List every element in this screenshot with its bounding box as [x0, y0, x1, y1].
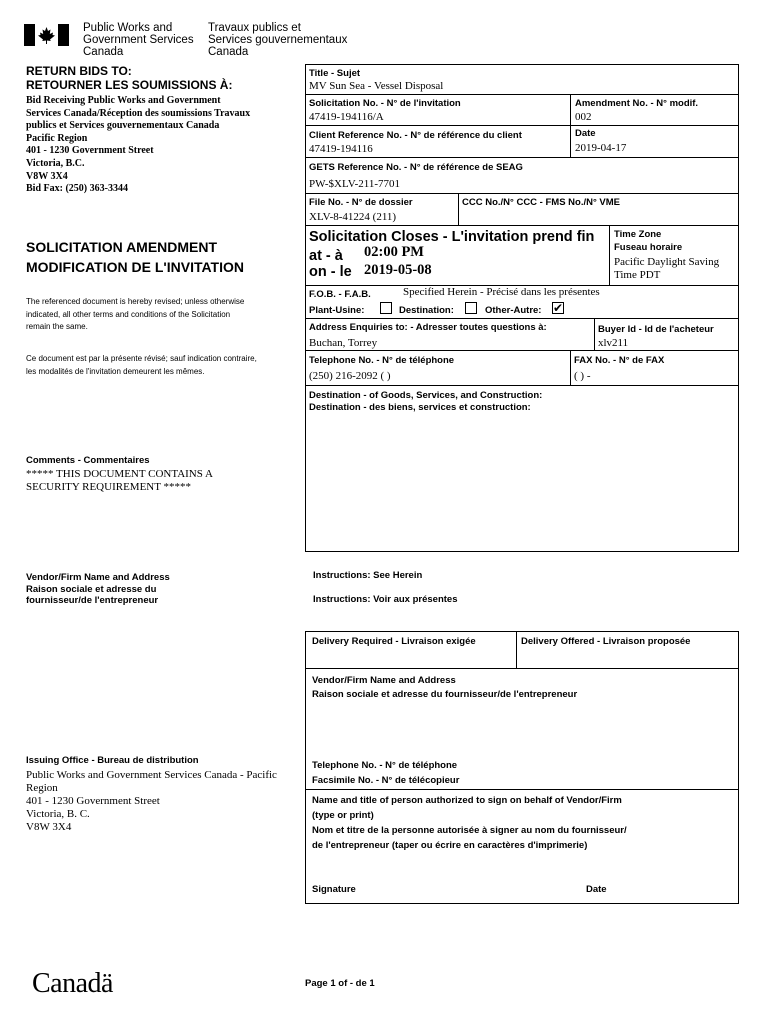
title-label: Title - Sujet — [309, 68, 361, 79]
destination-checkbox[interactable] — [465, 302, 477, 314]
telephone-label: Telephone No. - N° de téléphone — [309, 355, 455, 366]
date-value: 2019-04-17 — [575, 142, 627, 154]
canada-flag-logo — [24, 24, 69, 46]
canada-wordmark: Canadä — [32, 968, 113, 999]
delivery-required-label: Delivery Required - Livraison exigée — [312, 636, 476, 647]
amendment-no-value: 002 — [575, 111, 592, 123]
vendor-name-address-label: Vendor/Firm Name and Address Raison sociale et adresse du fournisseur/de l'entrepreneur — [312, 675, 578, 700]
destination-goods-label: Destination - of Goods, Services, and Construction: Destination - des biens, services et construction: — [309, 390, 543, 413]
address-enquiries-value: Buchan, Torrey — [309, 337, 378, 349]
plant-usine-checkbox[interactable] — [380, 302, 392, 314]
amendment-para-fr: Ce document est par la présente révisé; sauf indication contraire, les modalités de l'invitation demeurent les mêmes. — [26, 354, 257, 376]
time-zone-value: Pacific Daylight Saving Time PDT — [614, 256, 720, 281]
signature-label: Signature — [312, 884, 356, 895]
buyer-id-value: xlv211 — [598, 337, 629, 349]
closes-at-label: at - à — [309, 248, 343, 264]
closes-on-label: on - le — [309, 264, 352, 280]
amendment-no-label: Amendment No. - N° modif. — [575, 98, 699, 109]
fob-label: F.O.B. - F.A.B. — [309, 289, 371, 300]
amendment-para-en: The referenced document is hereby revised; unless otherwise indicated, all other terms and conditions of the Solicitation remain the same. — [26, 297, 245, 331]
authorized-name-label: Name and title of person authorized to sign on behalf of Vendor/Firm (type or print) Nom et titre de la personne autorisée à signer au nom du fournisseur/ de l'entrepreneur (taper ou écrire en caractères d'imprimerie) — [312, 795, 627, 851]
comments-text: ***** THIS DOCUMENT CONTAINS A SECURITY REQUIREMENT ***** — [26, 468, 213, 493]
vendor-firm-label: Vendor/Firm Name and Address Raison sociale et adresse du fournisseur/de l'entrepreneur — [26, 572, 170, 606]
vendor-telephone-label: Telephone No. - N° de téléphone — [312, 760, 458, 771]
solicitation-no-label: Solicitation No. - N° de l'invitation — [309, 98, 461, 109]
authorized-name-field[interactable] — [308, 852, 736, 878]
checkmark-icon: ✔ — [553, 301, 564, 315]
gets-reference-value: PW-$XLV-211-7701 — [309, 178, 401, 190]
dept-name-fr: Travaux publics et Services gouvernementaux Canada — [208, 22, 348, 58]
vendor-facsimile-label: Facsimile No. - N° de télécopieur — [312, 775, 460, 786]
instructions-en: Instructions: See Herein — [313, 570, 423, 581]
other-autre-checkbox[interactable] — [552, 302, 564, 314]
client-reference-value: 47419-194116 — [309, 143, 373, 155]
return-bids-address: Bid Receiving Public Works and Government Services Canada/Réception des soumissions Travaux publics et Services gouvernementaux Canada Pacific Region 401 - 1230 Government Street Victoria, B.C. V8W 3X4 Bid Fax: (250) 363-3344 — [26, 95, 251, 195]
comments-label: Comments - Commentaires — [26, 455, 150, 466]
solicitation-closes-title: Solicitation Closes - L'invitation prend fin — [309, 229, 595, 245]
fax-value: ( ) - — [574, 370, 591, 382]
other-autre-label: Other-Autre: — [485, 305, 542, 316]
solicitation-no-value: 47419-194116/A — [309, 111, 384, 123]
buyer-id-label: Buyer Id - Id de l'acheteur — [598, 324, 714, 335]
closes-on-value: 2019-05-08 — [364, 262, 432, 278]
issuing-office-label: Issuing Office - Bureau de distribution — [26, 755, 199, 766]
delivery-offered-field[interactable] — [518, 648, 736, 666]
dept-name-en: Public Works and Government Services Canada — [83, 22, 194, 58]
return-bids-title: RETURN BIDS TO: RETOURNER LES SOUMISSIONS À: — [26, 64, 233, 92]
fob-value: Specified Herein - Précisé dans les présentes — [403, 286, 600, 298]
time-zone-label: Time Zone Fuseau horaire — [614, 229, 683, 253]
page-number: Page 1 of - de 1 — [305, 978, 375, 989]
gets-reference-label: GETS Reference No. - N° de référence de SEAG — [309, 162, 523, 173]
date-label: Date — [575, 128, 596, 139]
ccc-no-label: CCC No./N° CCC - FMS No./N° VME — [462, 197, 621, 208]
closes-at-value: 02:00 PM — [364, 244, 424, 260]
telephone-value: (250) 216-2092 ( ) — [309, 370, 391, 382]
plant-usine-label: Plant-Usine: — [309, 305, 365, 316]
file-no-label: File No. - N° de dossier — [309, 197, 413, 208]
address-enquiries-label: Address Enquiries to: - Adresser toutes questions à: — [309, 322, 547, 333]
file-no-value: XLV-8-41224 (211) — [309, 211, 397, 223]
delivery-offered-label: Delivery Offered - Livraison proposée — [521, 636, 691, 647]
title-value: MV Sun Sea - Vessel Disposal — [309, 80, 444, 92]
instructions-fr: Instructions: Voir aux présentes — [313, 594, 458, 605]
vendor-name-address-field[interactable] — [308, 705, 736, 755]
fax-label: FAX No. - N° de FAX — [574, 355, 665, 366]
issuing-office-address: Public Works and Government Services Canada - Pacific Region 401 - 1230 Government Street Victoria, B. C. V8W 3X4 — [26, 769, 277, 833]
amendment-title: SOLICITATION AMENDMENT MODIFICATION DE L'INVITATION — [26, 239, 244, 275]
client-reference-label: Client Reference No. - N° de référence du client — [309, 130, 522, 141]
signature-date-label: Date — [586, 884, 607, 895]
destination-label: Destination: — [399, 305, 454, 316]
